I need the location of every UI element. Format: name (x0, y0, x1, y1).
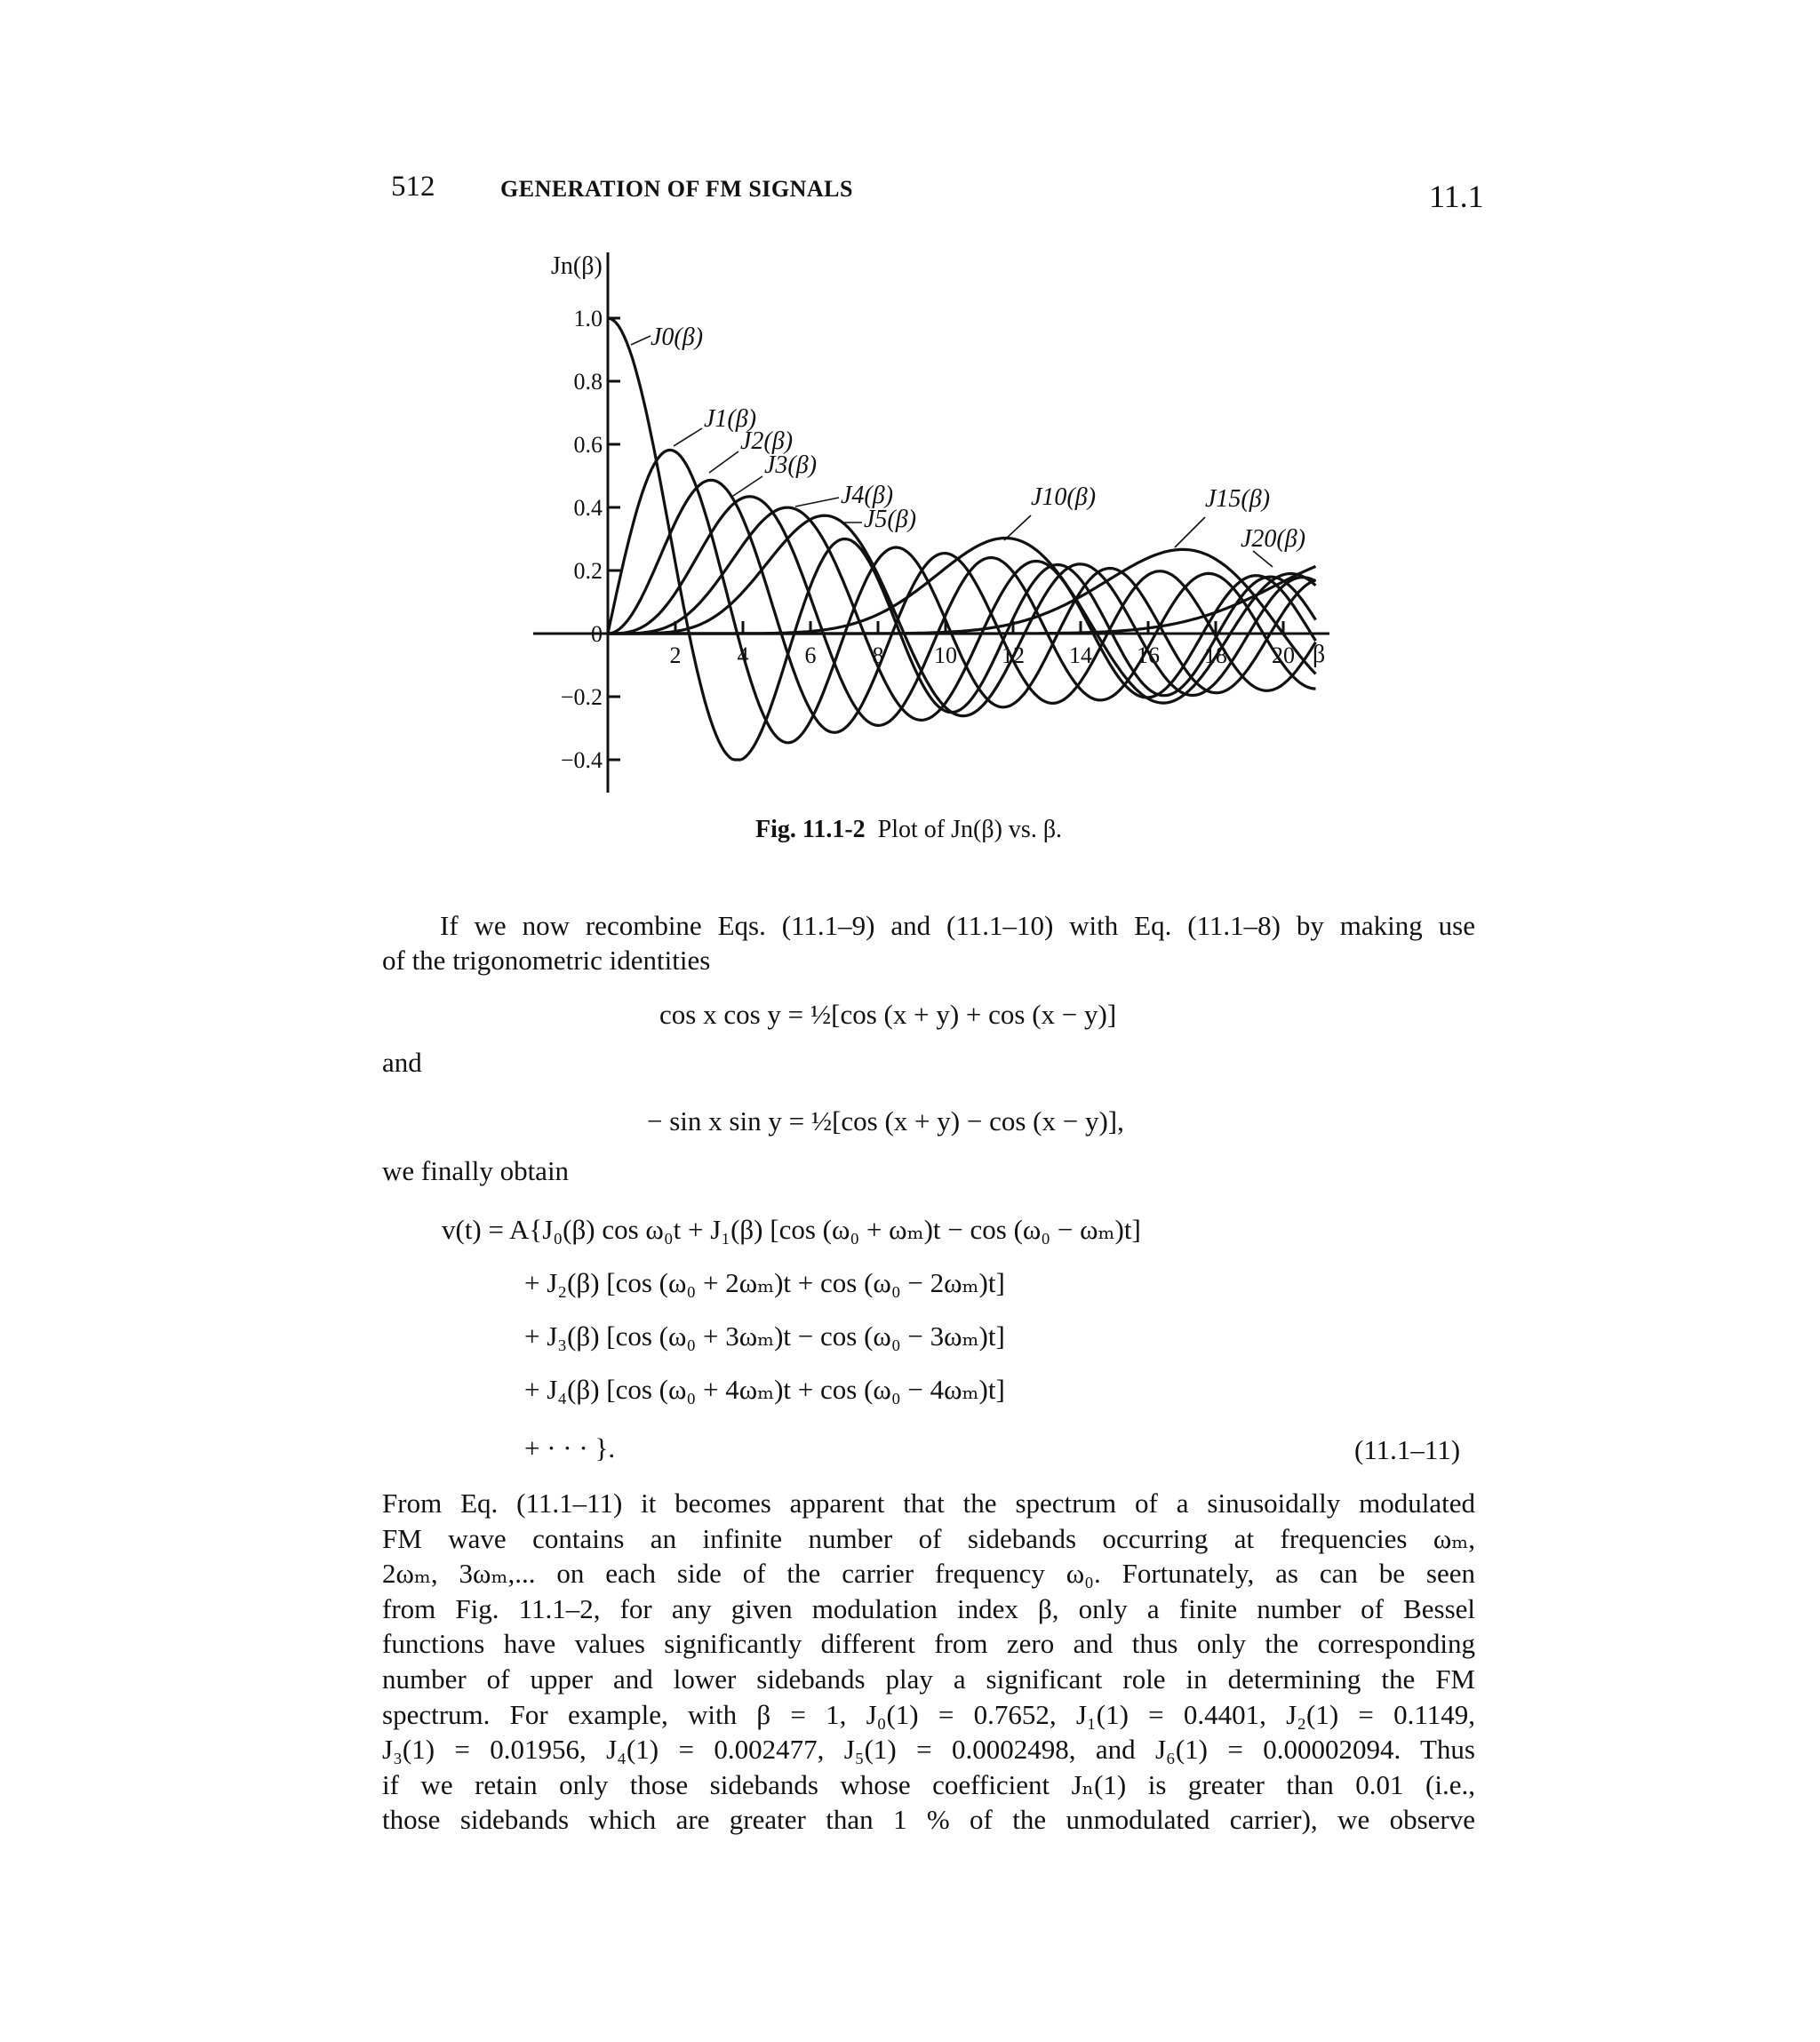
bessel-function-plot (498, 240, 1386, 809)
x-tick-label: 6 (804, 642, 817, 668)
x-tick-label: 2 (669, 642, 682, 668)
x-tick-label: 20 (1272, 642, 1295, 668)
x-tick-label: 4 (737, 642, 749, 668)
x-tick-label: 10 (934, 642, 957, 668)
y-axis-label: Jn(β) (551, 252, 603, 280)
x-tick-label: 8 (872, 642, 884, 668)
y-tick-label: 0.2 (573, 558, 603, 584)
paragraph-intro (382, 908, 1475, 977)
section-number: 11.1 (1429, 179, 1484, 214)
paragraph-line: From Eq. (11.1–11) it becomes apparent that the spectrum of a sinusoidally modulated (382, 1488, 1475, 1519)
curve-label: J4(β) (841, 482, 894, 509)
y-tick-label: 1.0 (573, 306, 603, 331)
running-head: GENERATION OF FM SIGNALS (500, 176, 853, 202)
curve-label-leader (1004, 515, 1031, 540)
y-tick-label: 0.6 (573, 432, 603, 458)
paragraph-line: those sidebands which are greater than 1 % of the unmodulated carrier), we observe (382, 1804, 1475, 1836)
equation-line: + J₄(β) [cos (ω₀ + 4ωₘ)t + cos (ω₀ − 4ωₘ)t] (524, 1374, 1005, 1405)
x-tick-label: 16 (1137, 642, 1160, 668)
curve-label-leader (1253, 551, 1273, 567)
curve-label: J0(β) (651, 323, 704, 351)
paragraph-line: of the trigonometric identities (382, 945, 711, 976)
curve-label-leader (795, 498, 839, 507)
curve-label: J1(β) (704, 405, 757, 433)
series-line-j2 (608, 480, 1316, 732)
curve-label-leader (631, 336, 651, 345)
connector-and: and (382, 1047, 422, 1078)
y-tick-label: 0.8 (573, 369, 603, 395)
figure-caption-text: Plot of Jn(β) vs. β. (877, 816, 1063, 843)
equation-number: (11.1–11) (1354, 1434, 1461, 1465)
identity-sin-sin: − sin x sin y = ½[cos (x + y) − cos (x − y)], (647, 1105, 1124, 1137)
y-tick-label: 0 (591, 621, 603, 647)
curve-label: J10(β) (1031, 483, 1097, 511)
curve-label: J2(β) (740, 427, 794, 455)
x-tick-label: 14 (1069, 642, 1092, 668)
curve-label: J15(β) (1205, 485, 1271, 513)
curve-label: J3(β) (764, 451, 818, 479)
equation-line: + · · · }. (524, 1432, 616, 1464)
y-tick-label: 0.4 (573, 495, 603, 521)
curve-label: J5(β) (864, 506, 917, 533)
page-number: 512 (391, 171, 435, 203)
connector-obtain: we finally obtain (382, 1155, 570, 1186)
paragraph-spectrum (382, 1486, 1475, 1838)
paragraph-line: J₃(1) = 0.01956, J₄(1) = 0.002477, J₅(1) = 0.0002498, and J₆(1) = 0.00002094. Thus (382, 1734, 1475, 1766)
paragraph-line: spectrum. For example, with β = 1, J₀(1) = 0.7652, J₁(1) = 0.4401, J₂(1) = 0.1149, (382, 1698, 1475, 1730)
paragraph-line: from Fig. 11.1–2, for any given modulation index β, only a finite number of Bessel (382, 1592, 1475, 1624)
paragraph-line: if we retain only those sidebands whose coefficient Jₙ(1) is greater than 0.01 (i.e., (382, 1768, 1475, 1800)
curve-label-leader (709, 451, 738, 473)
figure-caption-number: Fig. 11.1-2 (755, 816, 866, 843)
paragraph-line: number of upper and lower sidebands play a significant role in determining the FM (382, 1663, 1475, 1695)
paragraph-line: FM wave contains an infinite number of sidebands occurring at frequencies ωₘ, (382, 1522, 1475, 1554)
curve-label-leader (674, 428, 702, 446)
identity-cos-cos: cos x cos y = ½[cos (x + y) + cos (x − y)] (659, 999, 1117, 1030)
curve-label-leader (730, 476, 762, 498)
y-tick-label: −0.2 (560, 684, 603, 710)
y-tick-label: −0.4 (560, 747, 603, 773)
equation-line: v(t) = A{J₀(β) cos ω₀t + J₁(β) [cos (ω₀ + ωₘ)t − cos (ω₀ − ωₘ)t] (442, 1214, 1141, 1245)
figure-caption (755, 816, 1062, 844)
paragraph-line: functions have values significantly different from zero and thus only the corresponding (382, 1628, 1475, 1660)
equation-line: + J₂(β) [cos (ω₀ + 2ωₘ)t + cos (ω₀ − 2ωₘ)t] (524, 1267, 1005, 1298)
equation-line: + J₃(β) [cos (ω₀ + 3ωₘ)t − cos (ω₀ − 3ωₘ)t] (524, 1320, 1005, 1352)
curve-label-leader (1175, 517, 1205, 547)
x-tick-label: 12 (1002, 642, 1025, 668)
x-tick-label: 18 (1204, 642, 1227, 668)
paragraph-line: If we now recombine Eqs. (11.1–9) and (11.1–10) with Eq. (11.1–8) by making use (440, 910, 1475, 941)
curve-label: J20(β) (1241, 525, 1306, 553)
x-axis-label: β (1313, 641, 1326, 668)
paragraph-line: 2ωₘ, 3ωₘ,... on each side of the carrier frequency ω₀. Fortunately, as can be seen (382, 1558, 1475, 1590)
